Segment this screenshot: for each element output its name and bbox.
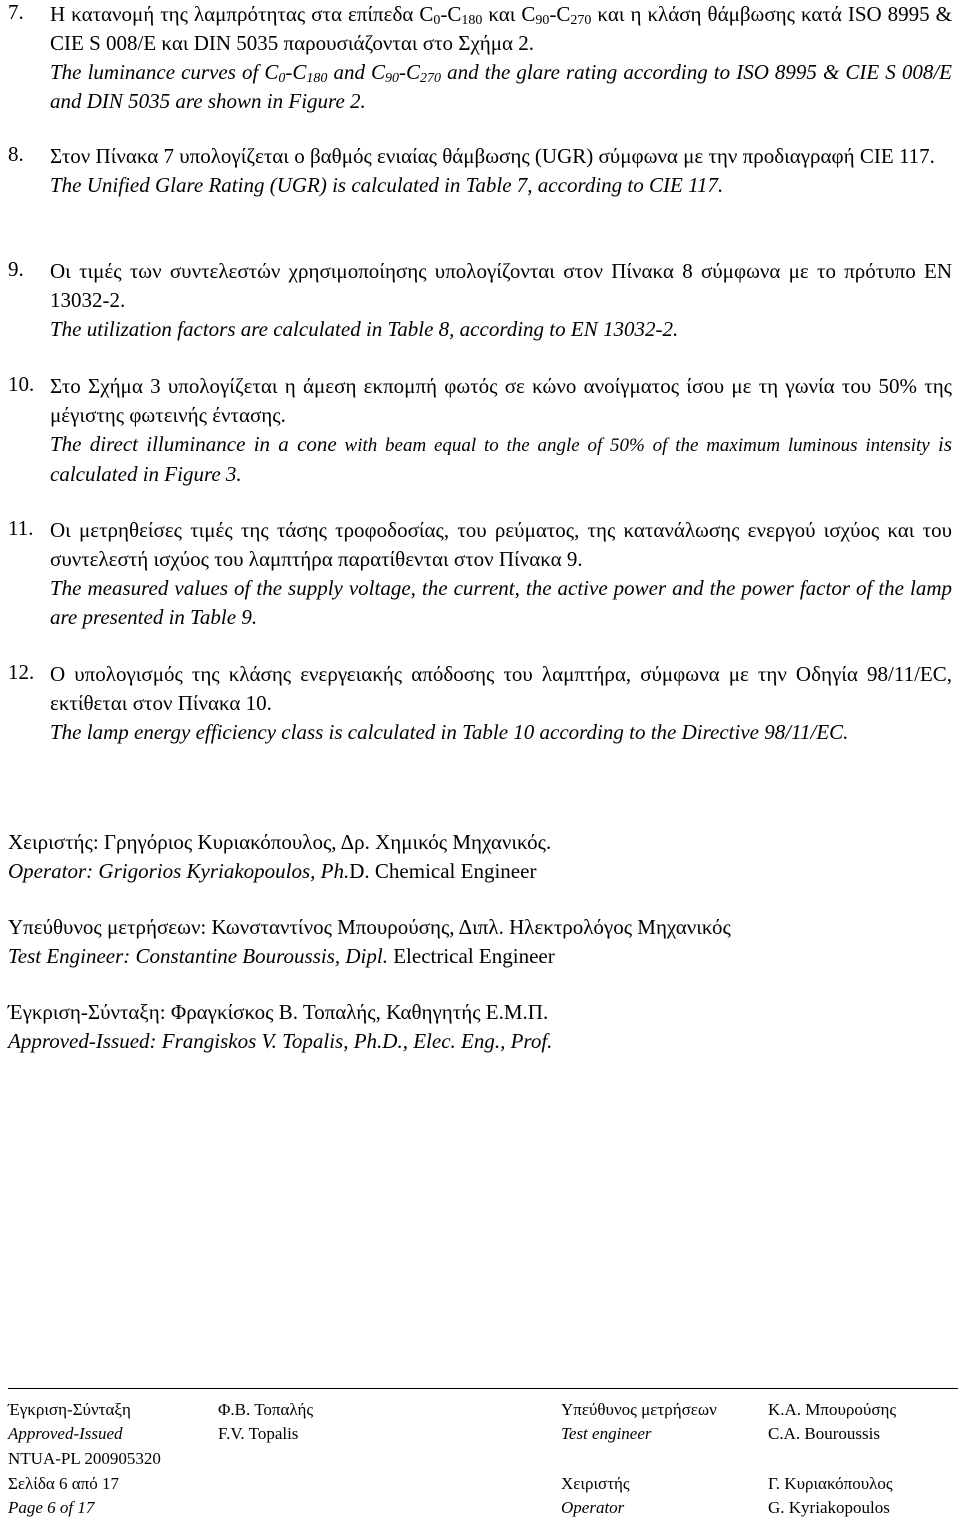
english-paragraph: The direct illuminance in a cone with beam equal to the angle of 50% of the maximum luminous intensity is calculated in Figure 3. xyxy=(50,432,952,486)
footer-label: Approved-Issued xyxy=(8,1424,123,1443)
list-item-9 xyxy=(8,257,952,344)
page-footer xyxy=(8,1388,958,1519)
signature-english: Operator: Grigorios Kyriakopoulos, Ph.D. Chemical Engineer xyxy=(8,859,537,883)
footer-value: Φ.Β. Τοπαλής xyxy=(218,1400,314,1419)
signature-approved xyxy=(8,998,952,1056)
footer-label: Operator xyxy=(561,1498,625,1517)
signature-english: Approved-Issued: Frangiskos V. Topalis, Ph.D., Elec. Eng., Prof. xyxy=(8,1029,553,1053)
signature-operator xyxy=(8,828,952,886)
footer-value: G. Kyriakopoulos xyxy=(768,1498,890,1517)
english-paragraph: The lamp energy efficiency class is calculated in Table 10 according to the Directive 98/11/EC. xyxy=(50,720,849,744)
item-number: 10. xyxy=(8,372,35,396)
list-item-12 xyxy=(8,660,952,747)
greek-paragraph: Οι μετρηθείσες τιμές της τάσης τροφοδοσίας, του ρεύματος, της κατανάλωσης ενεργού ισχύος και του συντελεστή ισχύος του λαμπτήρα παρατίθενται στον Πίνακα 9. xyxy=(50,518,952,571)
footer-row-approved-en xyxy=(8,1421,958,1446)
list-item-10 xyxy=(8,372,952,489)
footer-label: Έγκριση-Σύνταξη xyxy=(8,1400,131,1419)
greek-paragraph: Η κατανομή της λαμπρότητας στα επίπεδα $C_0-C_{180}$ και $C_{90}-C_{270}$ και η κλάση θάμβωσης κατά ISO 8995 & CIE S 008/E και DIN 5035 παρουσιάζονται στο Σχήμα 2. xyxy=(50,2,952,55)
greek-paragraph: Οι τιμές των συντελεστών χρησιμοποίησης υπολογίζονται στον Πίνακα 8 σύμφωνα με το πρότυπο EN 13032-2. xyxy=(50,259,952,312)
english-paragraph: The measured values of the supply voltage, the current, the active power and the power factor of the lamp are presented in Table 9. xyxy=(50,576,952,629)
signature-test-engineer xyxy=(8,913,952,971)
list-item-8 xyxy=(8,142,952,200)
signature-greek: Υπεύθυνος μετρήσεων: Κωνσταντίνος Μπουρούσης, Διπλ. Ηλεκτρολόγος Μηχανικός xyxy=(8,915,731,939)
item-number: 12. xyxy=(8,660,35,684)
list-item-11 xyxy=(8,516,952,632)
footer-row-page-gr xyxy=(8,1471,958,1496)
page-number: Page 6 of 17 xyxy=(8,1498,95,1517)
list-item-7 xyxy=(8,0,952,116)
item-number: 9. xyxy=(8,257,24,281)
report-id: NTUA-PL 200905320 xyxy=(8,1449,161,1468)
english-paragraph: The luminance curves of $C_0-C_{180}$ and $C_{90}-C_{270}$ and the glare rating according to ISO 8995 & CIE S 008/E and DIN 5035 are shown in Figure 2. xyxy=(50,60,952,113)
footer-row-report xyxy=(8,1446,958,1471)
signature-english: Test Engineer: Constantine Bouroussis, Dipl. Electrical Engineer xyxy=(8,944,555,968)
page-number: Σελίδα 6 από 17 xyxy=(8,1474,120,1493)
greek-paragraph: Στον Πίνακα 7 υπολογίζεται ο βαθμός ενιαίας θάμβωσης (UGR) σύμφωνα με την προδιαγραφή CIE 117. xyxy=(50,144,935,168)
item-number: 8. xyxy=(8,142,24,166)
footer-value: F.V. Topalis xyxy=(218,1424,299,1443)
footer-value: Κ.Α. Μπουρούσης xyxy=(768,1400,897,1419)
english-paragraph: The utilization factors are calculated in Table 8, according to EN 13032-2. xyxy=(50,317,679,341)
footer-label: Υπεύθυνος μετρήσεων xyxy=(561,1400,717,1419)
item-number: 11. xyxy=(8,516,34,540)
footer-value: Γ. Κυριακόπουλος xyxy=(768,1474,893,1493)
signature-greek: Χειριστής: Γρηγόριος Κυριακόπουλος, Δρ. Χημικός Μηχανικός. xyxy=(8,830,552,854)
footer-row-page-en xyxy=(8,1495,958,1520)
footer-label: Test engineer xyxy=(561,1424,652,1443)
footer-row-approved-gr xyxy=(8,1397,958,1422)
item-number: 7. xyxy=(8,0,24,24)
footer-label: Χειριστής xyxy=(561,1474,630,1493)
greek-paragraph: Ο υπολογισμός της κλάσης ενεργειακής απόδοσης του λαμπτήρα, σύμφωνα με την Οδηγία 98/11/EC, εκτίθεται στον Πίνακα 10. xyxy=(50,662,952,715)
signature-greek: Έγκριση-Σύνταξη: Φραγκίσκος Β. Τοπαλής, Καθηγητής Ε.Μ.Π. xyxy=(8,1000,549,1024)
english-paragraph: The Unified Glare Rating (UGR) is calculated in Table 7, according to CIE 117. xyxy=(50,173,724,197)
footer-value: C.A. Bouroussis xyxy=(768,1424,880,1443)
greek-paragraph: Στο Σχήμα 3 υπολογίζεται η άμεση εκπομπή φωτός σε κώνο ανοίγματος ίσου με τη γωνία του 50% της μέγιστης φωτεινής έντασης. xyxy=(50,374,952,427)
